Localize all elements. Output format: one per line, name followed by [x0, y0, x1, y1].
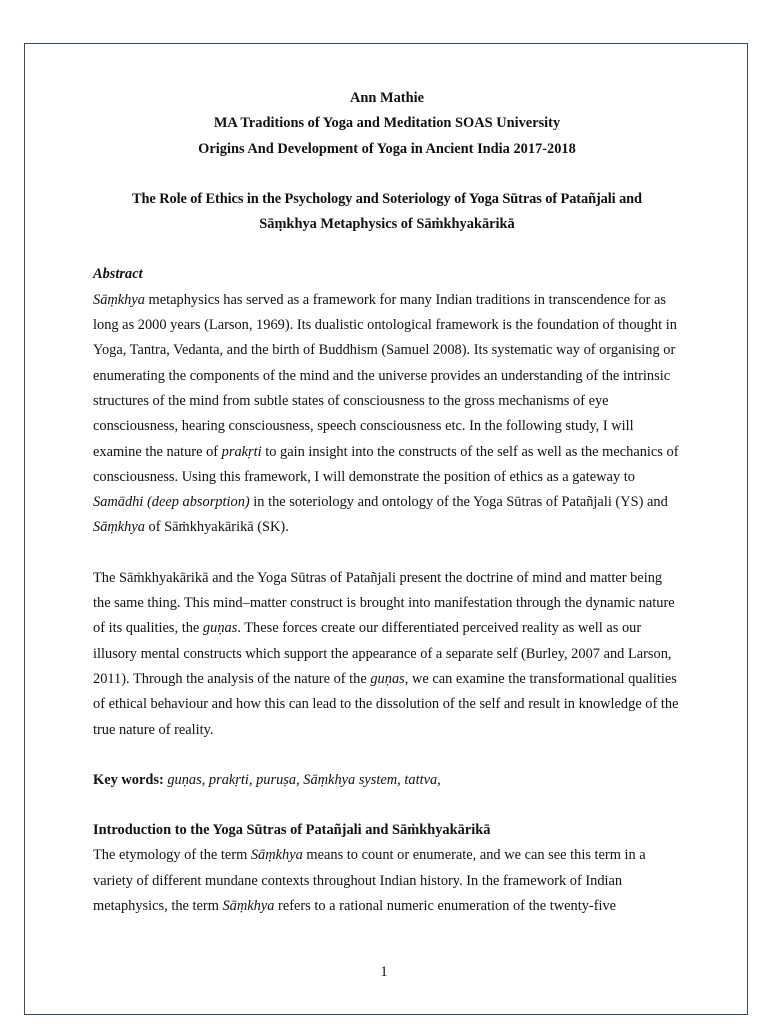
intro-text: The etymology of the term: [93, 847, 251, 864]
author-name: Ann Mathie: [350, 90, 424, 106]
paper-title-line-2: Sāṃkhya Metaphysics of Sāṁkhyakārikā: [259, 216, 515, 233]
keywords-line: [93, 768, 681, 793]
abstract-text: to gain insight into the constructs of the self as well as the mechanics of consciousness. Using this framework, I will demonstrate the position of ethics as a gateway to: [93, 443, 679, 485]
abstract-text: . These forces create our differentiated perceived reality as well as our illusory mental constructs which support the appearance of a separate self (Burley, 2007 and Larson, 2011). Through the analysis of the nature of the: [93, 620, 672, 687]
term-samadhi: Samādhi (deep absorption): [93, 494, 250, 511]
keywords-label: Key words:: [93, 771, 168, 788]
abstract-text: in the soteriology and ontology of the Yoga Sūtras of Patañjali (YS) and: [249, 494, 668, 511]
page-number: 1: [380, 964, 388, 980]
abstract-heading: Abstract: [93, 266, 143, 283]
abstract-text: of Sāṁkhyakārikā (SK).: [144, 519, 289, 536]
abstract-text: metaphysics has served as a framework for many Indian traditions in transcendence for as long as 2000 years (Larson, 1969). Its dualistic ontological framework is the foundation of thought in Yoga, Tantra, Vedanta, and the birth of Buddhism (Samuel 2008). Its systematic way of organising or enumerating the components of the mind and the universe provides an understanding of the intrinsic structures of the mind from subtle states of consciousness to the gross mechanisms of eye consciousness, hearing consciousness, speech consciousness etc. In the following study, I will examine the nature of: [93, 291, 677, 460]
term-samkhya: Sāṃkhya: [222, 898, 275, 915]
term-samkhya: Sāṃkhya: [93, 519, 145, 536]
module-line: Origins And Development of Yoga in Ancient India 2017-2018: [198, 140, 576, 157]
abstract-paragraph-1: [93, 288, 681, 541]
introduction-heading: Introduction to the Yoga Sūtras of Patañjali and Sāṁkhyakārikā: [93, 822, 491, 839]
introduction-paragraph: [93, 843, 681, 919]
term-samkhya: Sāṃkhya: [93, 291, 145, 308]
term-gunas: guṇas: [202, 620, 238, 637]
document-body: [93, 86, 681, 919]
intro-text: refers to a rational numeric enumeration of the twenty-five: [274, 898, 617, 915]
paper-title-line-1: The Role of Ethics in the Psychology and Soteriology of Yoga Sūtras of Patañjali and: [132, 190, 642, 207]
term-gunas: guṇas: [370, 670, 405, 687]
abstract-text: The Sāṁkhyakārikā and the Yoga Sūtras of Patañjali present the doctrine of mind and matter being the same thing. This mind–matter construct is brought into manifestation through the dynamic nature of its qualities, the: [93, 569, 675, 637]
term-prakriti: prakṛti: [221, 443, 262, 460]
abstract-text: , we can examine the transformational qualities of ethical behaviour and how this can lead to the dissolution of the self and result in knowledge of the true nature of reality.: [93, 670, 679, 738]
abstract-paragraph-2: [93, 566, 681, 743]
intro-text: means to count or enumerate, and we can see this term in a variety of different mundane contexts throughout Indian history. In the framework of Indian metaphysics, the term: [93, 847, 646, 915]
course-line: MA Traditions of Yoga and Meditation SOAS University: [213, 115, 561, 132]
term-samkhya: Sāṃkhya: [250, 847, 303, 864]
keywords-values: guṇas, prakṛti, puruṣa, Sāṃkhya system, tattva,: [167, 771, 441, 788]
